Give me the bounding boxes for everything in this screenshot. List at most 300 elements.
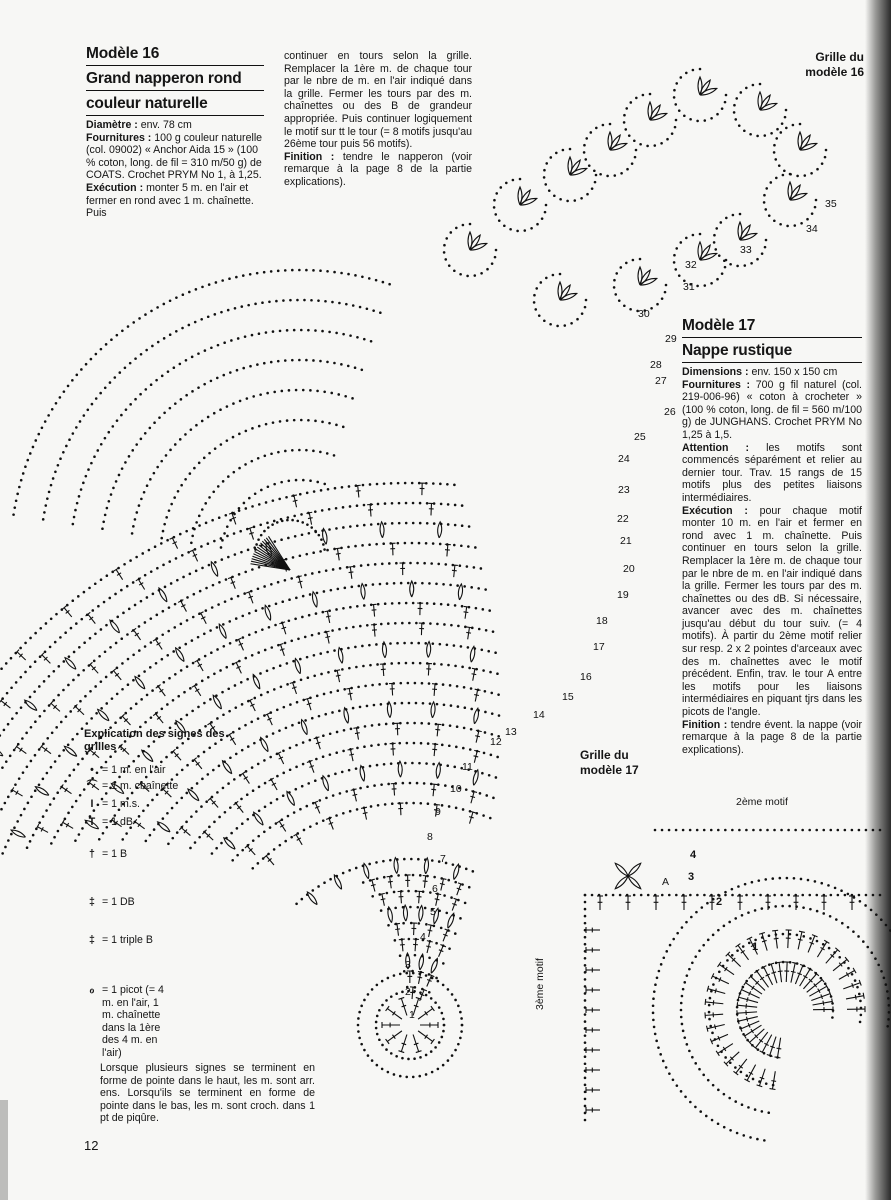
chain-dot bbox=[490, 692, 493, 695]
chain-dot bbox=[250, 460, 253, 463]
chain-dot bbox=[218, 516, 221, 519]
chain-dot bbox=[717, 1089, 720, 1092]
chain-dot bbox=[222, 645, 225, 648]
chain-dot bbox=[516, 230, 519, 233]
leaf-stitch bbox=[419, 954, 423, 970]
chain-dot bbox=[160, 542, 163, 545]
chain-dot bbox=[381, 1044, 384, 1047]
chain-dot bbox=[291, 724, 294, 727]
chain-dot bbox=[767, 1111, 770, 1114]
chain-dot bbox=[217, 603, 220, 606]
chain-dot bbox=[416, 906, 419, 909]
leaf-stitch bbox=[790, 193, 807, 200]
chain-dot bbox=[363, 524, 366, 527]
chain-dot bbox=[26, 459, 29, 462]
stitch-mark bbox=[428, 664, 429, 676]
row-number: 3 bbox=[688, 871, 695, 883]
chain-dot bbox=[105, 676, 108, 679]
chain-dot bbox=[381, 1004, 384, 1007]
chain-dot bbox=[155, 662, 158, 665]
chain-dot bbox=[595, 174, 598, 177]
chain-dot bbox=[549, 323, 552, 326]
chain-dot bbox=[162, 564, 165, 567]
chain-dot bbox=[439, 483, 442, 486]
chain-dot bbox=[212, 490, 215, 493]
chain-dot bbox=[383, 482, 386, 485]
chain-dot bbox=[646, 145, 649, 148]
leaf-stitch bbox=[438, 522, 442, 538]
chain-dot bbox=[234, 307, 237, 310]
chain-dot bbox=[336, 731, 339, 734]
chain-dot bbox=[376, 764, 379, 767]
chain-dot bbox=[181, 554, 184, 557]
chain-dot bbox=[204, 655, 207, 658]
chain-dot bbox=[114, 721, 117, 724]
stitch-mark bbox=[437, 724, 438, 736]
chain-dot bbox=[385, 1048, 388, 1051]
chain-dot bbox=[623, 304, 626, 307]
chain-dot bbox=[441, 744, 444, 747]
chain-dot bbox=[831, 1016, 834, 1019]
chain-dot bbox=[405, 662, 408, 665]
chain-dot bbox=[184, 478, 187, 481]
chain-dot bbox=[305, 553, 308, 556]
chain-dot bbox=[356, 336, 359, 339]
chain-dot bbox=[140, 353, 143, 356]
chain-dot bbox=[444, 784, 447, 787]
chain-dot bbox=[782, 961, 785, 964]
chain-dot bbox=[543, 176, 546, 179]
chain-dot bbox=[241, 615, 244, 618]
chain-dot bbox=[275, 300, 278, 303]
chain-dot bbox=[407, 582, 410, 585]
chain-dot bbox=[223, 532, 226, 535]
stitch-bar bbox=[457, 888, 462, 890]
chain-dot bbox=[418, 973, 421, 976]
chain-dot bbox=[297, 637, 300, 640]
chain-dot bbox=[288, 598, 291, 601]
stitch-mark bbox=[424, 876, 425, 888]
chain-dot bbox=[124, 712, 127, 715]
stitch-bar bbox=[292, 687, 297, 689]
chain-dot bbox=[460, 645, 463, 648]
leaf-stitch bbox=[65, 658, 76, 670]
chain-dot bbox=[75, 622, 78, 625]
chain-dot bbox=[222, 374, 225, 377]
stitch-bar bbox=[771, 972, 776, 973]
chain-dot bbox=[156, 466, 159, 469]
chain-dot bbox=[352, 304, 355, 307]
chain-dot bbox=[710, 117, 713, 120]
chain-dot bbox=[484, 711, 487, 714]
chain-dot bbox=[197, 352, 200, 355]
chain-dot bbox=[466, 275, 469, 278]
chain-dot bbox=[695, 911, 698, 914]
chain-dot bbox=[689, 829, 692, 832]
chain-dot bbox=[284, 450, 287, 453]
chain-dot bbox=[725, 217, 728, 220]
chain-dot bbox=[243, 502, 246, 505]
stitch-bar bbox=[20, 748, 23, 752]
treble-crochet-icon: ‡ bbox=[89, 896, 95, 908]
chain-dot bbox=[53, 670, 56, 673]
chain-dot bbox=[703, 829, 706, 832]
chain-dot bbox=[703, 284, 706, 287]
chain-dot bbox=[222, 713, 225, 716]
chain-dot bbox=[324, 300, 327, 303]
stitch-top bbox=[707, 986, 709, 992]
chain-dot bbox=[72, 432, 75, 435]
model17-attention bbox=[682, 442, 862, 505]
chain-dot bbox=[784, 116, 787, 119]
chain-dot bbox=[837, 829, 840, 832]
chain-dot bbox=[161, 633, 164, 636]
chain-dot bbox=[444, 563, 447, 566]
stitch-bar bbox=[349, 754, 354, 755]
chain-dot bbox=[419, 522, 422, 525]
chain-dot bbox=[228, 277, 231, 280]
chain-dot bbox=[428, 956, 431, 959]
fournitures-label: Fournitures : bbox=[682, 378, 751, 391]
chain-dot bbox=[414, 954, 417, 957]
chain-dot bbox=[131, 449, 134, 452]
chain-dot bbox=[495, 249, 498, 252]
chain-dot bbox=[583, 151, 586, 154]
chain-dot bbox=[665, 284, 668, 287]
chain-dot bbox=[349, 606, 352, 609]
chain-dot bbox=[94, 685, 97, 688]
chain-dot bbox=[808, 829, 811, 832]
chain-dot bbox=[787, 894, 790, 897]
chain-dot bbox=[342, 607, 345, 610]
chain-dot bbox=[376, 984, 379, 987]
chain-dot bbox=[55, 613, 58, 616]
chain-dot bbox=[815, 894, 818, 897]
chain-dot bbox=[495, 192, 498, 195]
chain-dot bbox=[213, 412, 216, 415]
chain-dot bbox=[63, 660, 66, 663]
chain-dot bbox=[25, 732, 28, 735]
chain-dot bbox=[43, 511, 46, 514]
chain-dot bbox=[485, 629, 488, 632]
chain-dot bbox=[263, 830, 266, 833]
chain-dot bbox=[106, 507, 109, 510]
chain-dot bbox=[391, 502, 394, 505]
chain-dot bbox=[361, 368, 364, 371]
chain-dot bbox=[625, 262, 628, 265]
chain-dot bbox=[359, 706, 362, 709]
chain-dot bbox=[444, 258, 447, 261]
chain-dot bbox=[468, 525, 471, 528]
chain-dot bbox=[150, 641, 153, 644]
chain-dot bbox=[425, 994, 428, 997]
chain-dot bbox=[162, 530, 165, 533]
stitch-bar bbox=[771, 1081, 776, 1082]
chain-dot bbox=[802, 906, 805, 909]
chain-dot bbox=[699, 233, 702, 236]
chain-dot bbox=[745, 829, 748, 832]
chain-dot bbox=[221, 539, 224, 542]
model17-name: Nappe rustique bbox=[682, 342, 793, 359]
chain-dot bbox=[309, 593, 312, 596]
chain-dot bbox=[478, 628, 481, 631]
chain-dot bbox=[165, 516, 168, 519]
chain-dot bbox=[1, 766, 4, 769]
chain-dot bbox=[338, 628, 341, 631]
dimensions-value: env. 150 x 150 cm bbox=[751, 366, 838, 378]
chain-dot bbox=[204, 502, 207, 505]
chain-dot bbox=[491, 712, 494, 715]
chain-dot bbox=[267, 526, 270, 529]
chain-dot bbox=[459, 1037, 462, 1040]
stitch-bar bbox=[402, 1043, 407, 1044]
chain-dot bbox=[709, 997, 712, 1000]
chain-dot bbox=[292, 660, 295, 663]
chain-dot bbox=[105, 702, 108, 705]
chain-dot bbox=[724, 894, 727, 897]
chain-dot bbox=[342, 426, 345, 429]
chain-dot bbox=[394, 939, 397, 942]
chain-dot bbox=[232, 402, 235, 405]
chain-dot bbox=[724, 829, 727, 832]
chain-dot bbox=[220, 546, 223, 549]
chain-dot bbox=[295, 766, 298, 769]
chain-dot bbox=[367, 993, 370, 996]
chain-dot bbox=[679, 241, 682, 244]
chain-dot bbox=[888, 1011, 891, 1014]
chain-dot bbox=[257, 835, 260, 838]
leaf-stitch bbox=[334, 875, 341, 889]
chain-dot bbox=[45, 622, 48, 625]
chain-dot bbox=[366, 307, 369, 310]
chain-dot bbox=[837, 894, 840, 897]
chain-dot bbox=[358, 585, 361, 588]
chain-dot bbox=[43, 710, 46, 713]
chain-dot bbox=[810, 172, 813, 175]
double-crochet-icon: † bbox=[89, 848, 95, 860]
chain-dot bbox=[803, 174, 806, 177]
chain-dot bbox=[219, 408, 222, 411]
chain-dot bbox=[44, 650, 47, 653]
chain-dot bbox=[277, 581, 280, 584]
chain-dot bbox=[613, 174, 616, 177]
chain-dot bbox=[733, 111, 736, 114]
chain-dot bbox=[331, 301, 334, 304]
stitch-bar bbox=[355, 733, 360, 734]
stitch-bar bbox=[777, 1048, 782, 1049]
chain-dot bbox=[770, 132, 773, 135]
stitch-mark bbox=[728, 954, 741, 967]
chain-dot bbox=[3, 729, 6, 732]
chain-dot bbox=[715, 227, 718, 230]
leaf-stitch bbox=[698, 77, 702, 95]
chain-dot bbox=[454, 504, 457, 507]
stitch-top bbox=[40, 744, 44, 749]
chain-dot bbox=[375, 1021, 378, 1024]
stitch-bar bbox=[435, 899, 440, 900]
chain-dot bbox=[728, 921, 731, 924]
stitch-mark bbox=[116, 570, 123, 580]
chain-dot bbox=[773, 151, 776, 154]
diametre-label: Diamètre : bbox=[86, 119, 138, 131]
chain-dot bbox=[238, 509, 241, 512]
chain-dot bbox=[401, 1057, 404, 1060]
chain-dot bbox=[80, 368, 83, 371]
chain-dot bbox=[189, 472, 192, 475]
chain-dot bbox=[694, 955, 697, 958]
chain-dot bbox=[127, 325, 130, 328]
chain-dot bbox=[724, 101, 727, 104]
chain-dot bbox=[360, 564, 363, 567]
chain-dot bbox=[167, 370, 170, 373]
chain-dot bbox=[0, 808, 3, 811]
chain-dot bbox=[464, 706, 467, 709]
chain-dot bbox=[29, 452, 32, 455]
chain-dot bbox=[279, 844, 282, 847]
chain-dot bbox=[413, 1057, 416, 1060]
chain-dot bbox=[789, 173, 792, 176]
chain-dot bbox=[763, 1139, 766, 1142]
chain-dot bbox=[370, 805, 373, 808]
chain-dot bbox=[745, 1074, 748, 1077]
chain-dot bbox=[403, 642, 406, 645]
chain-dot bbox=[763, 134, 766, 137]
chain-dot bbox=[422, 702, 425, 705]
chain-dot bbox=[287, 537, 290, 540]
chain-dot bbox=[54, 641, 57, 644]
chain-dot bbox=[173, 496, 176, 499]
chain-dot bbox=[71, 738, 74, 741]
chain-dot bbox=[395, 992, 398, 995]
chain-dot bbox=[342, 750, 345, 753]
chain-dot bbox=[107, 431, 110, 434]
chain-dot bbox=[270, 452, 273, 455]
chain-dot bbox=[261, 607, 264, 610]
chain-dot bbox=[625, 107, 628, 110]
chain-dot bbox=[707, 1079, 710, 1082]
chain-dot bbox=[736, 949, 739, 952]
chain-dot bbox=[116, 419, 119, 422]
row-number: 5 bbox=[430, 906, 436, 918]
chain-dot bbox=[82, 669, 85, 672]
chain-dot bbox=[442, 683, 445, 686]
chain-dot bbox=[460, 1030, 463, 1033]
row-number: 18 bbox=[596, 615, 608, 627]
chain-dot bbox=[54, 471, 57, 474]
chain-dot bbox=[239, 400, 242, 403]
chain-dot bbox=[120, 589, 123, 592]
chain-dot bbox=[449, 724, 452, 727]
chain-dot bbox=[653, 144, 656, 147]
chain-dot bbox=[393, 582, 396, 585]
stitch-mark bbox=[418, 1031, 433, 1042]
stitch-mark bbox=[156, 714, 164, 723]
chain-dot bbox=[272, 330, 275, 333]
chain-dot bbox=[376, 1064, 379, 1067]
chain-dot bbox=[218, 581, 221, 584]
chain-dot bbox=[312, 889, 315, 892]
chain-dot bbox=[213, 540, 216, 543]
chain-dot bbox=[716, 278, 719, 281]
legend-item bbox=[84, 798, 244, 812]
stitch-top bbox=[738, 1018, 739, 1024]
chain-dot bbox=[359, 625, 362, 628]
chain-dot bbox=[768, 214, 771, 217]
chain-dot bbox=[390, 482, 393, 485]
chain-dot bbox=[354, 646, 357, 649]
chain-dot bbox=[447, 603, 450, 606]
chain-dot bbox=[653, 990, 656, 993]
chain-dot bbox=[15, 681, 18, 684]
chain-dot bbox=[721, 107, 724, 110]
chain-dot bbox=[37, 433, 40, 436]
chain-dot bbox=[468, 886, 471, 889]
chain-dot bbox=[234, 553, 237, 556]
chain-dot bbox=[717, 1044, 720, 1047]
stitch-top bbox=[347, 566, 353, 567]
leaf-stitch bbox=[470, 243, 487, 250]
chain-dot bbox=[192, 616, 195, 619]
chain-dot bbox=[100, 443, 103, 446]
chain-dot bbox=[386, 892, 389, 895]
chain-dot bbox=[802, 935, 805, 938]
chain-dot bbox=[661, 297, 664, 300]
chain-dot bbox=[428, 991, 431, 994]
stitch-mark bbox=[434, 684, 435, 696]
chain-dot bbox=[888, 1004, 891, 1007]
chain-dot bbox=[442, 1064, 445, 1067]
chain-dot bbox=[279, 420, 282, 423]
stitch-bar bbox=[414, 1043, 419, 1044]
chain-dot bbox=[768, 934, 771, 937]
chain-dot bbox=[780, 829, 783, 832]
stitch-mark bbox=[718, 1044, 733, 1054]
chain-dot bbox=[541, 217, 544, 220]
chain-dot bbox=[489, 817, 492, 820]
chain-dot bbox=[314, 510, 317, 513]
chain-dot bbox=[384, 502, 387, 505]
chain-dot bbox=[349, 525, 352, 528]
chain-dot bbox=[327, 488, 330, 491]
chain-dot bbox=[233, 532, 236, 535]
chain-dot bbox=[24, 642, 27, 645]
chain-dot bbox=[276, 798, 279, 801]
chain-dot bbox=[459, 1011, 462, 1014]
stitch-mark bbox=[374, 605, 375, 617]
chain-dot bbox=[186, 619, 189, 622]
chain-dot bbox=[226, 405, 229, 408]
stitch-top bbox=[705, 999, 706, 1005]
chain-dot bbox=[838, 956, 841, 959]
stitch-bar bbox=[428, 930, 433, 931]
chain-dot bbox=[418, 922, 421, 925]
chain-dot bbox=[258, 786, 261, 789]
chain-dot bbox=[62, 749, 65, 752]
chain-dot bbox=[317, 885, 320, 888]
chain-dot bbox=[134, 357, 137, 360]
chain-dot bbox=[153, 472, 156, 475]
chain-dot bbox=[179, 363, 182, 366]
chain-dot bbox=[456, 725, 459, 728]
chain-dot bbox=[754, 909, 757, 912]
chain-dot bbox=[323, 881, 326, 884]
chain-dot bbox=[330, 691, 333, 694]
chain-dot bbox=[443, 623, 446, 626]
chain-dot bbox=[484, 690, 487, 693]
chain-dot bbox=[30, 760, 33, 763]
chain-dot bbox=[50, 617, 53, 620]
chain-dot bbox=[455, 807, 458, 810]
